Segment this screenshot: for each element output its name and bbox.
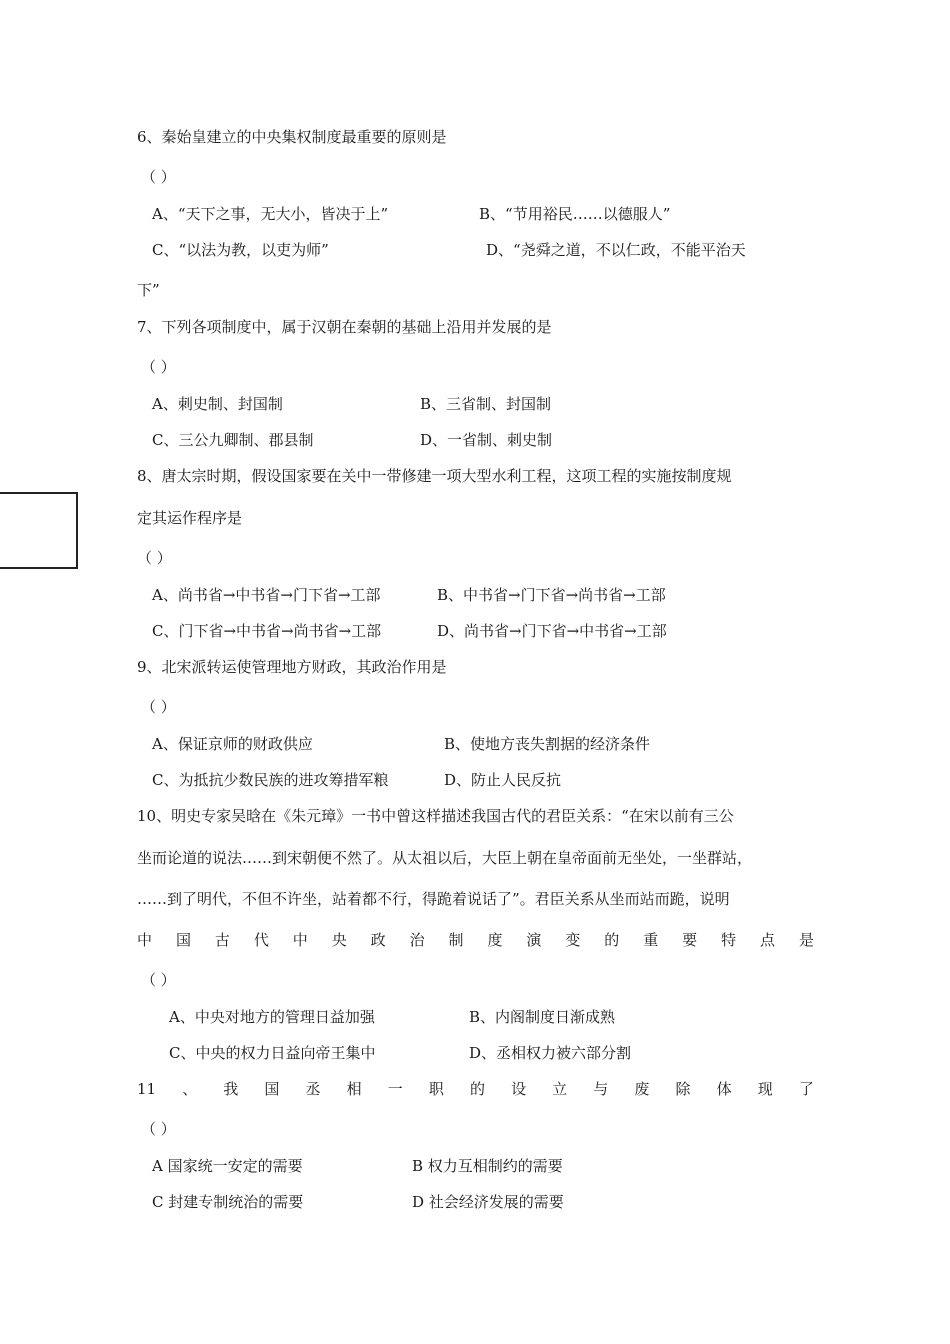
q10-option-a: A、中央对地方的管理日益加强 [169,1008,375,1026]
q10-char: 治 [409,931,425,949]
q11-char: 了 [798,1080,814,1098]
q7-option-c: C、三公九卿制、郡县制 [152,431,314,449]
q10-char: 中 [292,931,308,949]
q10-char: 制 [448,931,464,949]
q10-char: 是 [798,931,814,949]
q6-option-c: C、“以法为教，以吏为师” [152,241,329,259]
q8-option-d: D、尚书省→门下省→中书省→工部 [437,622,667,640]
q6-option-d-continued: 下” [137,281,160,299]
q10-char: 央 [331,931,347,949]
q10-char: 度 [487,931,503,949]
q11-char: 一 [387,1080,403,1098]
q10-stem-line2: 坐而论道的说法……到宋朝便不然了。从太祖以后，大臣上朝在皇帝面前无坐处，一坐群站， [137,849,753,867]
q9-option-c: C、为抵抗少数民族的进攻筹措军粮 [152,771,389,789]
q10-char: 演 [526,931,542,949]
q8-answer-bracket: （ ） [137,549,172,567]
q10-option-d: D、丞相权力被六部分割 [469,1044,632,1062]
q9-option-d: D、防止人民反抗 [444,771,562,789]
q11-char: 废 [634,1080,650,1098]
q7-answer-bracket: （ ） [141,358,176,376]
q10-answer-bracket: （ ） [141,971,176,989]
q9-option-a: A、保证京师的财政供应 [152,735,313,753]
q11-stem [137,1079,814,1099]
q11-char: 设 [511,1080,527,1098]
q6-option-a: A、“天下之事，无大小，皆决于上” [152,205,389,223]
q11-char: 除 [675,1080,691,1098]
q11-answer-bracket: （ ） [141,1120,176,1138]
q8-stem-line1: 8、唐太宗时期，假设国家要在关中一带修建一项大型水利工程，这项工程的实施按制度规 [137,467,732,485]
q10-char: 代 [253,931,269,949]
q7-option-b: B、三省制、封国制 [420,395,552,413]
q11-char: 11 [137,1080,157,1098]
q8-option-a: A、尚书省→中书省→门下省→工部 [152,586,381,604]
q10-stem-line3: ……到了明代，不但不许坐，站着都不行，得跪着说话了”。君臣关系从坐而站而跪，说明 [137,890,730,908]
q11-char: 国 [264,1080,280,1098]
q7-stem: 7、下列各项制度中，属于汉朝在秦朝的基础上沿用并发展的是 [137,318,552,336]
q10-char: 国 [175,931,191,949]
q8-stem-line2: 定其运作程序是 [137,509,243,527]
q10-char: 变 [565,931,581,949]
q11-char: 立 [552,1080,568,1098]
q11-option-a: A 国家统一安定的需要 [152,1157,303,1175]
q6-answer-bracket: （ ） [141,168,176,186]
q6-option-b: B、“节用裕民……以德服人” [479,205,671,223]
q11-char: 丞 [305,1080,321,1098]
q11-char: 相 [346,1080,362,1098]
q9-option-b: B、使地方丧失割据的经济条件 [444,735,651,753]
q10-option-b: B、内阁制度日渐成熟 [469,1008,616,1026]
q10-char: 点 [760,931,776,949]
q10-char: 重 [643,931,659,949]
q10-char: 要 [682,931,698,949]
q9-answer-bracket: （ ） [141,698,176,716]
q11-char: 与 [593,1080,609,1098]
q11-char: 现 [757,1080,773,1098]
q6-stem: 6、秦始皇建立的中央集权制度最重要的原则是 [137,128,447,146]
q10-option-c: C、中央的权力日益向帝王集中 [169,1044,376,1062]
q10-stem-line1: 10、明史专家吴晗在《朱元璋》一书中曾这样描述我国古代的君臣关系：“在宋以前有三公 [137,807,734,825]
q11-char: 我 [223,1080,239,1098]
q7-option-d: D、一省制、刺史制 [420,431,553,449]
q10-char: 古 [214,931,230,949]
q10-char: 的 [604,931,620,949]
q10-char: 政 [370,931,386,949]
q7-option-a: A、刺史制、封国制 [152,395,283,413]
q8-option-b: B、中书省→门下省→尚书省→工部 [437,586,666,604]
q11-char: 职 [428,1080,444,1098]
q11-char: 、 [182,1080,198,1098]
q11-char: 的 [469,1080,485,1098]
q10-char: 特 [721,931,737,949]
q11-option-b: B 权力互相制约的需要 [412,1157,563,1175]
q10-char: 中 [137,931,153,949]
q6-option-d: D、“尧舜之道，不以仁政，不能平治天 [486,241,746,259]
q9-stem: 9、北宋派转运使管理地方财政，其政治作用是 [137,658,447,676]
q10-stem-line4 [137,930,814,950]
q11-option-d: D 社会经济发展的需要 [412,1193,564,1211]
q11-char: 体 [716,1080,732,1098]
margin-box [0,492,78,569]
q11-option-c: C 封建专制统治的需要 [152,1193,304,1211]
q8-option-c: C、门下省→中书省→尚书省→工部 [152,622,382,640]
